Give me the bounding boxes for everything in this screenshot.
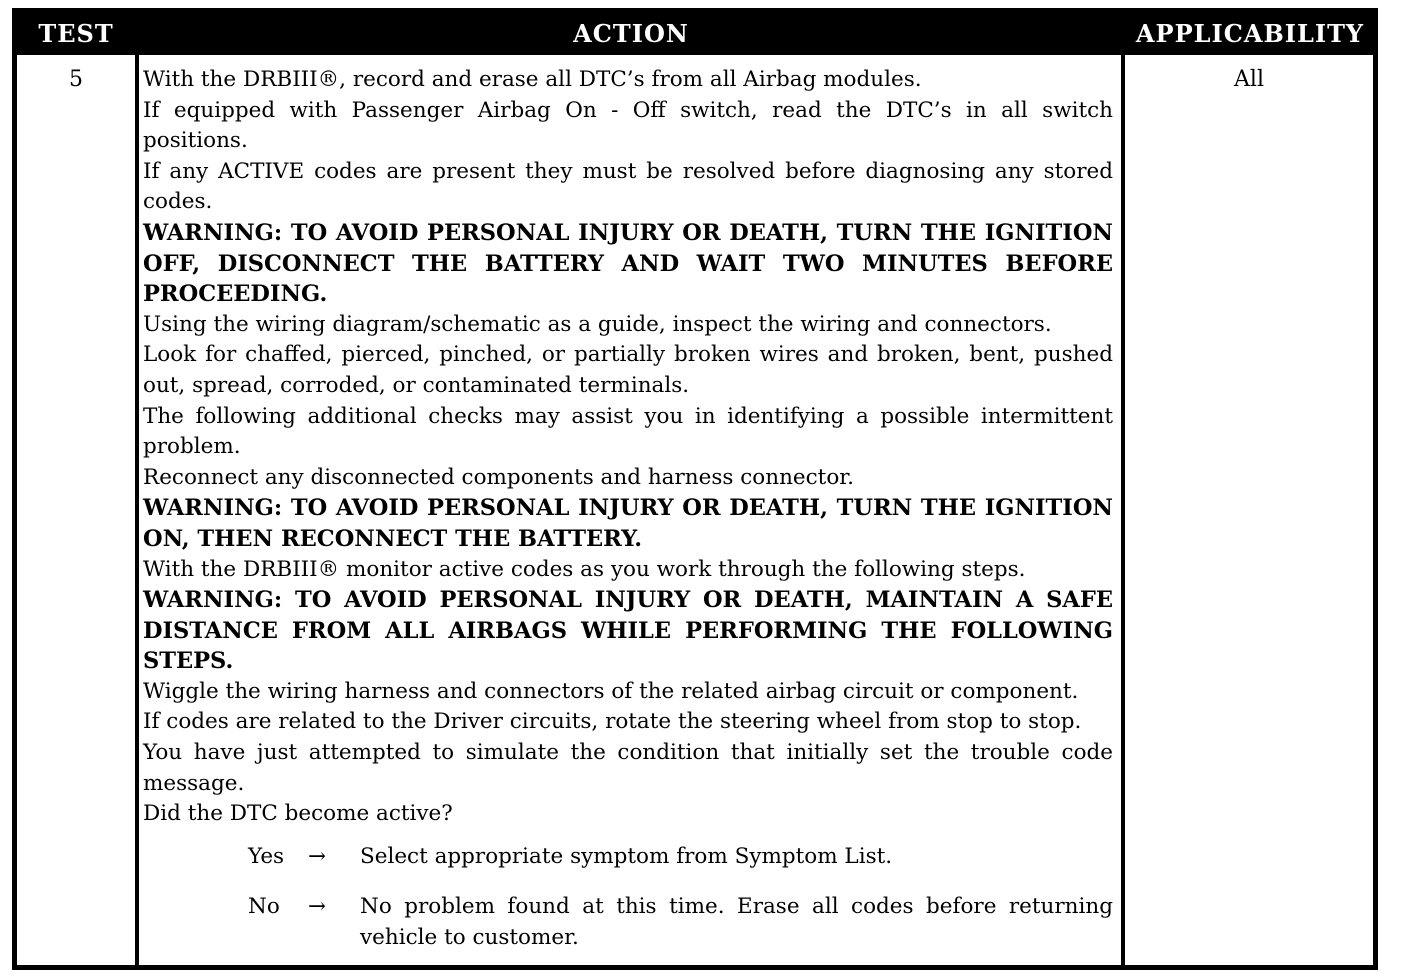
applicability-value: All (1234, 67, 1264, 92)
warning-paragraph: WARNING: TO AVOID PERSONAL INJURY OR DEATH, TURN THE IGNITION OFF, DISCONNECT THE BATTERY AND WAIT TWO MINUTES BEFORE PROCEEDING. (143, 219, 1113, 308)
header-action: ACTION (573, 19, 689, 48)
right-arrow-icon: → (308, 894, 327, 920)
warning-paragraph: WARNING: TO AVOID PERSONAL INJURY OR DEATH, TURN THE IGNITION ON, THEN RECONNECT THE BATTERY. (143, 495, 1113, 552)
column-divider-2 (1121, 53, 1125, 965)
action-paragraph: The following additional checks may assist you in identifying a possible intermittent problem. (143, 403, 1113, 460)
header-applicability: APPLICABILITY (1135, 19, 1365, 48)
choice-result: Select appropriate symptom from Symptom List. (360, 843, 893, 869)
header-test: TEST (38, 19, 114, 48)
action-paragraph: You have just attempted to simulate the condition that initially set the trouble code message. (143, 740, 1113, 796)
action-paragraph: If equipped with Passenger Airbag On - Off switch, read the DTC’s in all switch positions. (143, 97, 1113, 154)
right-arrow-icon: → (308, 843, 327, 869)
choice-yes (248, 842, 1113, 873)
choice-label: Yes (248, 843, 285, 869)
choice-result: No problem found at this time. Erase all codes before returning vehicle to customer. (360, 894, 1113, 951)
action-paragraph: If codes are related to the Driver circuits, rotate the steering wheel from stop to stop. (143, 709, 1082, 735)
action-paragraph: Wiggle the wiring harness and connectors of the related airbag circuit or component. (143, 678, 1079, 704)
action-paragraph: If any ACTIVE codes are present they must be resolved before diagnosing any stored codes. (143, 158, 1113, 215)
action-paragraph: With the DRBIII®, record and erase all DTC’s from all Airbag modules. (143, 67, 922, 92)
table-header (17, 13, 1373, 53)
choice-no (248, 892, 1113, 953)
action-cell (143, 65, 1113, 974)
column-divider-1 (135, 53, 139, 965)
action-paragraph: Using the wiring diagram/schematic as a guide, inspect the wiring and connectors. (143, 311, 1052, 337)
action-paragraph: Look for chaffed, pierced, pinched, or partially broken wires and broken, bent, pushed out, spread, corroded, or contaminated terminals. (143, 342, 1113, 398)
choice-label: No (248, 894, 280, 920)
diagnostic-table (12, 8, 1378, 970)
choices-list (248, 842, 1113, 954)
test-number: 5 (69, 67, 83, 92)
warning-paragraph: WARNING: TO AVOID PERSONAL INJURY OR DEATH, MAINTAIN A SAFE DISTANCE FROM ALL AIRBAGS WHILE PERFORMING THE FOLLOWING STEPS. (143, 587, 1113, 675)
question-paragraph: Did the DTC become active? (143, 801, 453, 827)
action-paragraph: With the DRBIII® monitor active codes as you work through the following steps. (143, 556, 1026, 582)
action-paragraph: Reconnect any disconnected components and harness connector. (143, 464, 855, 490)
header-divider (17, 53, 1373, 55)
